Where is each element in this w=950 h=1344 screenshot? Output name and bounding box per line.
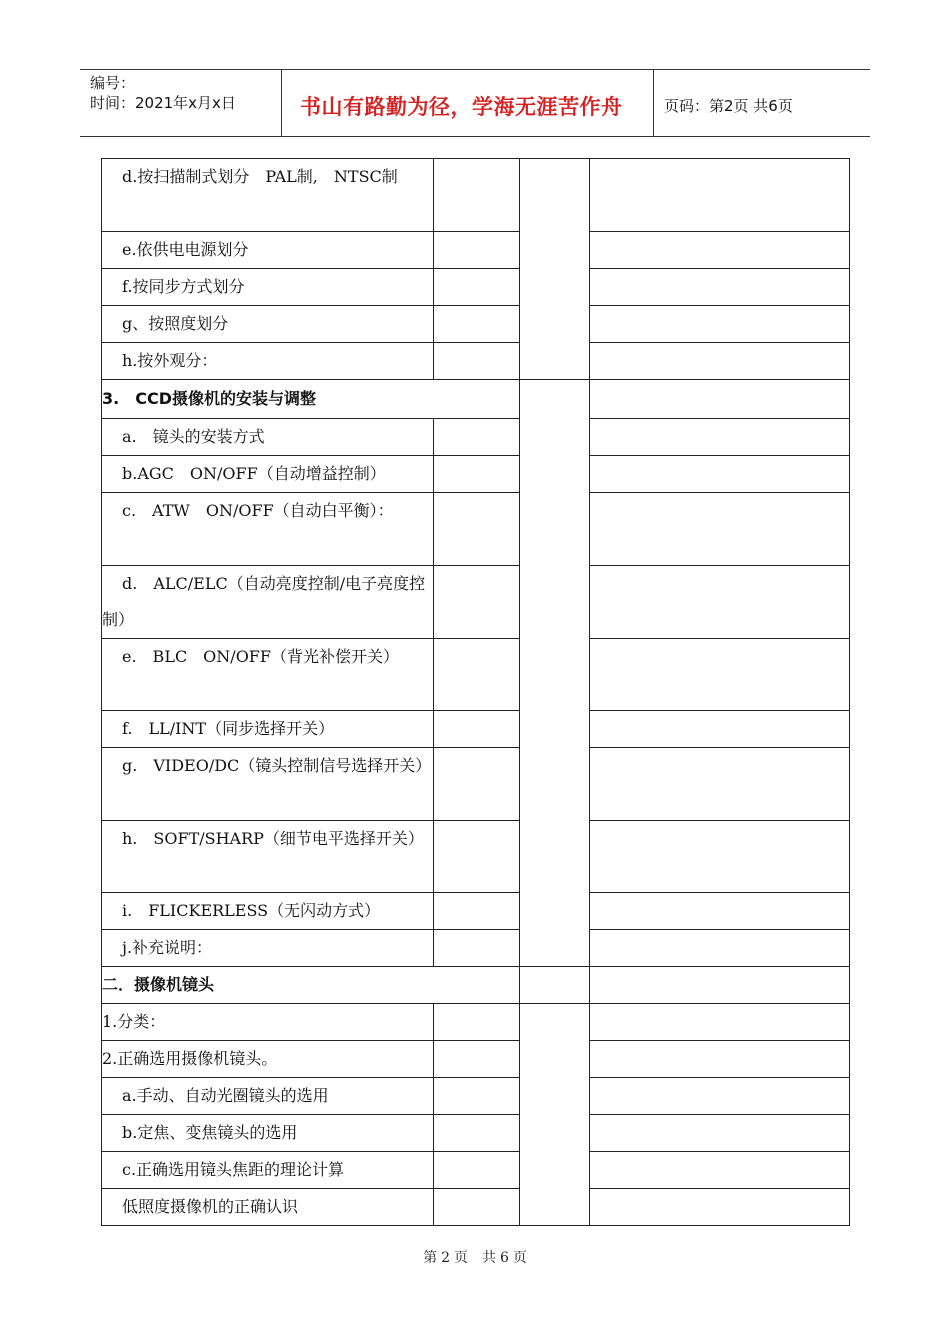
blank-cell	[434, 493, 520, 566]
blank-cell	[434, 419, 520, 456]
blank-cell	[434, 1041, 520, 1078]
blank-cell	[434, 748, 520, 821]
row-label: g. VIDEO/DC（镜头控制信号选择开关）	[102, 748, 434, 821]
blank-cell	[434, 1189, 520, 1226]
blank-cell	[590, 893, 850, 930]
table-row	[102, 419, 850, 456]
table-row	[102, 893, 850, 930]
footer-mid: 页 共	[454, 1250, 496, 1266]
blank-cell	[590, 930, 850, 967]
time-label: 时间：2021年x月x日	[90, 94, 236, 112]
table-row	[102, 343, 850, 380]
blank-cell	[590, 419, 850, 456]
blank-cell	[590, 967, 850, 1004]
blank-cell	[590, 639, 850, 711]
blank-cell	[434, 343, 520, 380]
blank-cell	[434, 1078, 520, 1115]
blank-cell	[434, 1004, 520, 1041]
blank-cell	[434, 639, 520, 711]
blank-cell	[434, 893, 520, 930]
row-label: h. SOFT/SHARP（细节电平选择开关）	[102, 821, 434, 893]
blank-cell	[434, 1115, 520, 1152]
header-divider-right	[653, 69, 654, 136]
blank-cell	[590, 1004, 850, 1041]
blank-cell	[434, 711, 520, 748]
table-row	[102, 821, 850, 893]
table-row	[102, 232, 850, 269]
blank-cell	[434, 930, 520, 967]
blank-cell	[434, 306, 520, 343]
blank-cell	[590, 566, 850, 639]
blank-cell	[590, 232, 850, 269]
row-label: h.按外观分：	[102, 343, 434, 380]
blank-merged-cell	[520, 380, 590, 967]
blank-merged-cell	[520, 159, 590, 380]
table-row	[102, 930, 850, 967]
blank-cell	[434, 456, 520, 493]
footer-suffix: 页	[512, 1250, 527, 1266]
table-row	[102, 1115, 850, 1152]
row-label: f. LL/INT（同步选择开关）	[102, 711, 434, 748]
row-label: e.依供电电源划分	[102, 232, 434, 269]
row-label: 低照度摄像机的正确认识	[102, 1189, 434, 1226]
blank-cell	[590, 456, 850, 493]
table-row	[102, 306, 850, 343]
blank-cell	[590, 1078, 850, 1115]
table-row	[102, 1078, 850, 1115]
blank-cell	[434, 566, 520, 639]
table-row	[102, 269, 850, 306]
blank-cell	[520, 967, 590, 1004]
footer-total-pages: 6	[500, 1250, 509, 1266]
blank-cell	[434, 232, 520, 269]
blank-cell	[434, 159, 520, 232]
blank-cell	[590, 711, 850, 748]
serial-label: 编号：	[90, 74, 136, 92]
blank-cell	[590, 159, 850, 232]
section-heading: 二．摄像机镜头	[102, 967, 520, 1004]
row-label: d.按扫描制式划分 PAL制, NTSC制	[102, 159, 434, 232]
header-divider-left	[281, 69, 282, 136]
table-row	[102, 1189, 850, 1226]
table-row	[102, 493, 850, 566]
blank-cell	[590, 1189, 850, 1226]
blank-cell	[590, 748, 850, 821]
table-row	[102, 566, 850, 639]
footer-prefix: 第	[423, 1250, 438, 1266]
table-row	[102, 456, 850, 493]
row-label: i. FLICKERLESS（无闪动方式）	[102, 893, 434, 930]
header-top-rule	[80, 69, 870, 70]
row-label: 2.正确选用摄像机镜头。	[102, 1041, 434, 1078]
blank-cell	[434, 269, 520, 306]
row-label: a.手动、自动光圈镜头的选用	[102, 1078, 434, 1115]
blank-cell	[590, 380, 850, 419]
table-row	[102, 748, 850, 821]
header-bottom-rule	[80, 136, 870, 137]
course-content-table	[101, 158, 850, 1226]
blank-cell	[590, 493, 850, 566]
row-label: b.AGC ON/OFF（自动增益控制）	[102, 456, 434, 493]
table-row	[102, 967, 850, 1004]
blank-cell	[590, 1041, 850, 1078]
table-row	[102, 1152, 850, 1189]
row-label: f.按同步方式划分	[102, 269, 434, 306]
row-label: c. ATW ON/OFF（自动白平衡）：	[102, 493, 434, 566]
blank-cell	[590, 269, 850, 306]
row-label: g、按照度划分	[102, 306, 434, 343]
page-info: 页码：第2页 共6页	[664, 97, 793, 115]
section-heading: 3. CCD摄像机的安装与调整	[102, 380, 520, 419]
blank-cell	[434, 1152, 520, 1189]
footer-page-number: 2	[441, 1250, 450, 1266]
table-row	[102, 1041, 850, 1078]
table-row	[102, 1004, 850, 1041]
blank-cell	[590, 306, 850, 343]
header-motto: 书山有路勤为径，学海无涯苦作舟	[300, 95, 623, 119]
table-row	[102, 159, 850, 232]
page-footer	[0, 1247, 950, 1267]
table-row	[102, 380, 850, 419]
row-label: 1.分类：	[102, 1004, 434, 1041]
blank-merged-cell	[520, 1004, 590, 1226]
row-label: a. 镜头的安装方式	[102, 419, 434, 456]
row-label: j.补充说明：	[102, 930, 434, 967]
blank-cell	[590, 1115, 850, 1152]
blank-cell	[434, 821, 520, 893]
blank-cell	[590, 821, 850, 893]
blank-cell	[590, 1152, 850, 1189]
table-row	[102, 639, 850, 711]
row-label: b.定焦、变焦镜头的选用	[102, 1115, 434, 1152]
blank-cell	[590, 343, 850, 380]
row-label: c.正确选用镜头焦距的理论计算	[102, 1152, 434, 1189]
table-row	[102, 711, 850, 748]
row-label: d. ALC/ELC（自动亮度控制/电子亮度控制）	[102, 566, 434, 639]
row-label: e. BLC ON/OFF（背光补偿开关）	[102, 639, 434, 711]
